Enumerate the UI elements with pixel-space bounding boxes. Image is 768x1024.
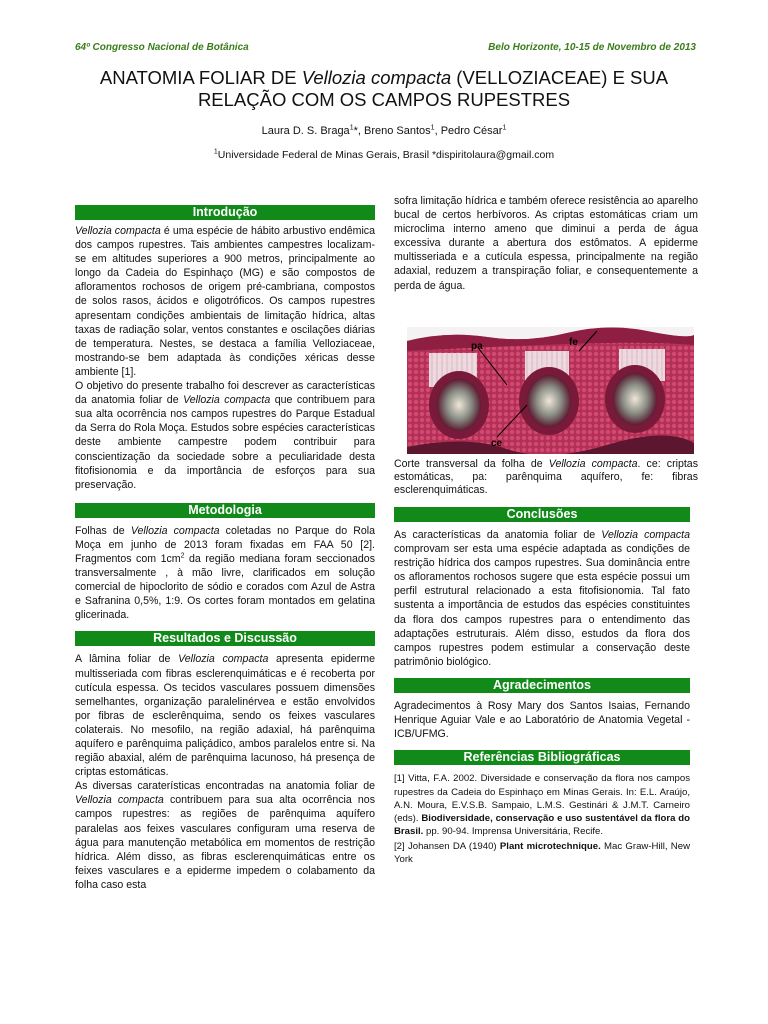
reference-list <box>394 772 690 866</box>
figure-label-fe: fe <box>569 337 578 348</box>
resultados-paragraph-3: sofra limitação hídrica e também oferece resistência ao aparelho bucal de certos herbívoros. As criptas estomáticas criam um microclima interno ameno que diminui a perda de água excessiva durante a abertura dos estômatos. A epiderme multisseriada e a cutícula espessa, principalmente na região adaxial, reduzem a transpiração foliar, e consequentemente a perda de água. <box>394 195 698 292</box>
section-heading-resultados: Resultados e Discussão <box>75 631 375 646</box>
section-heading-metodologia: Metodologia <box>75 503 375 518</box>
section-heading-conclusoes: Conclusões <box>394 507 690 522</box>
agradecimentos-paragraph: Agradecimentos à Rosy Mary dos Santos Isaias, Fernando Henrique Aguiar Vale e ao Laboratório de Anatomia Vegetal - ICB/UFMG. <box>394 699 690 741</box>
reference-item: [1] Vitta, F.A. 2002. Diversidade e conservação da flora nos campos rupestres da Cadeia do Espinhaço em Minas Gerais. In: E.L. Araújo, A.N. Moura, E.V.S.B. Sampaio, L.M.S. Gestinári & J.M.T. Carneiro (eds). Biodiversidade, conservação e uso sustentável da flora do Brasil. pp. 90-94. Imprensa Universitária, Recife. <box>394 773 690 838</box>
author-list: Laura D. S. Braga$^1$*, Breno Santos$^1$, Pedro César$^1$ <box>261 124 507 137</box>
micrograph-image <box>407 327 694 454</box>
leaf-cross-section-figure <box>407 327 694 454</box>
intro-paragraph-1: Vellozia compacta é uma espécie de hábito arbustivo endêmica dos campos rupestres. Tais ambientes campestres localizam-se em altitudes superiores a 900 metros, principalmente ao longo da Cadeia do Espinhaço (MG) e são compostos de afloramentos rochosos de origem pré-cambriana, compostos de solos rasos, ácidos e oligotróficos. Os campos rupestres apresentam condições ambientais de limitação hídrica, altas taxas de radiação solar, ventos constantes e oscilações diárias de temperatura. Nestes, se destaca a família Velloziaceae, mostrando-se bem adaptada às condições xéricas desse ambiente [1]. <box>75 225 375 378</box>
right-column-top <box>394 194 698 293</box>
paper-title: ANATOMIA FOLIAR DE Vellozia compacta (VELLOZIACEAE) E SUA RELAÇÃO COM OS CAMPOS RUPESTRES <box>99 67 669 110</box>
right-column-bottom <box>394 507 690 867</box>
intro-paragraph-2: O objetivo do presente trabalho foi descrever as características da anatomia foliar de Vellozia compacta que contribuem para sua alta ocorrência nos campos rupestres do Parque Estadual da Serra do Rola Moça. Estudos sobre espécies características deste ambiente campestre podem contribuir para conscientização da sociedade sobre a peculiaridade desta fitofisionomia e da importância de esforços para sua preservação. <box>75 380 375 491</box>
conclusoes-paragraph: As características da anatomia foliar de Vellozia compacta comprovam ser esta uma espécie adaptada as condições de restrição hídrica dos campos rupestres. Sua dominância entre os afloramentos rochosos sugere que esta espécie possui um perfil estrutural relacionado a esta fitofisionomia. Tal fato sustenta a importância de estudos das espécies constituintes da flora dos campos rupestres para o entendimento das adaptações estruturais. Além disso, estudos da flora dos campos rupestres podem estimular a conservação deste patrimônio biológico. <box>394 529 691 668</box>
section-heading-agradecimentos: Agradecimentos <box>394 678 690 693</box>
figure-label-ce: ce <box>491 438 503 449</box>
resultados-paragraph-1: A lâmina foliar de Vellozia compacta apresenta epiderme multisseriada com fibras esclerenquimáticas e é recoberta por cutícula espessa. Os tecidos vasculares possuem dimensões semelhantes, organização paralelinérvea e estão envolvidos por fibras de esclerênquima, sendo os feixes vasculares colaterais. No mesofilo, na região adaxial, há parênquima aquífero e parênquima paliçádico, ambos paralelos entre si. Na região abaxial, além de parênquima lacunoso, há presença de criptas estomáticas. <box>75 653 375 779</box>
affiliation: $^1$Universidade Federal de Minas Gerais, Brasil *dispiritolaura@gmail.com <box>213 148 555 161</box>
section-heading-introducao: Introdução <box>75 205 375 220</box>
title-species: Vellozia compacta <box>301 67 452 88</box>
left-column <box>75 205 375 892</box>
figure-label-pa: pa <box>471 341 483 352</box>
conference-name: 64º Congresso Nacional de Botânica <box>75 42 249 53</box>
figure-caption: Corte transversal da folha de Vellozia compacta. ce: criptas estomáticas, pa: parênquima aquífero, fe: fibras esclerenquimáticas. <box>394 458 698 497</box>
metodologia-paragraph: Folhas de Vellozia compacta coletadas no Parque do Rola Moça em junho de 2013 foram fixadas em FAA 50 [2]. Fragmentos com $1cm^2$ da região mediana foram seccionados transversalmente , à mão livre, clarificados em solução comercial de hipoclorito de sódio e corados com Azul de Astra e Safranina 0,5%, 1:9. Os cortes foram montados em gelatina glicerinada. <box>75 524 375 622</box>
section-heading-referencias: Referências Bibliográficas <box>394 750 690 765</box>
resultados-paragraph-2: As diversas caraterísticas encontradas na anatomia foliar de Vellozia compacta contribuem para sua alta ocorrência nos campos rupestres: as regiões de parênquima aquífero paralelas aos feixes vasculares configuram uma reserva de água para manutenção metabólica em momentos de restrição hídrica. Além disso, as fibras esclerenquimáticas entre os feixes vasculares e a epiderme impedem o colabamento da folha caso esta <box>75 780 375 891</box>
conference-location-date: Belo Horizonte, 10-15 de Novembro de 2013 <box>488 42 696 53</box>
reference-item: [2] Johansen DA (1940) Plant microtechnique. Mac Graw-Hill, New York <box>394 840 690 865</box>
